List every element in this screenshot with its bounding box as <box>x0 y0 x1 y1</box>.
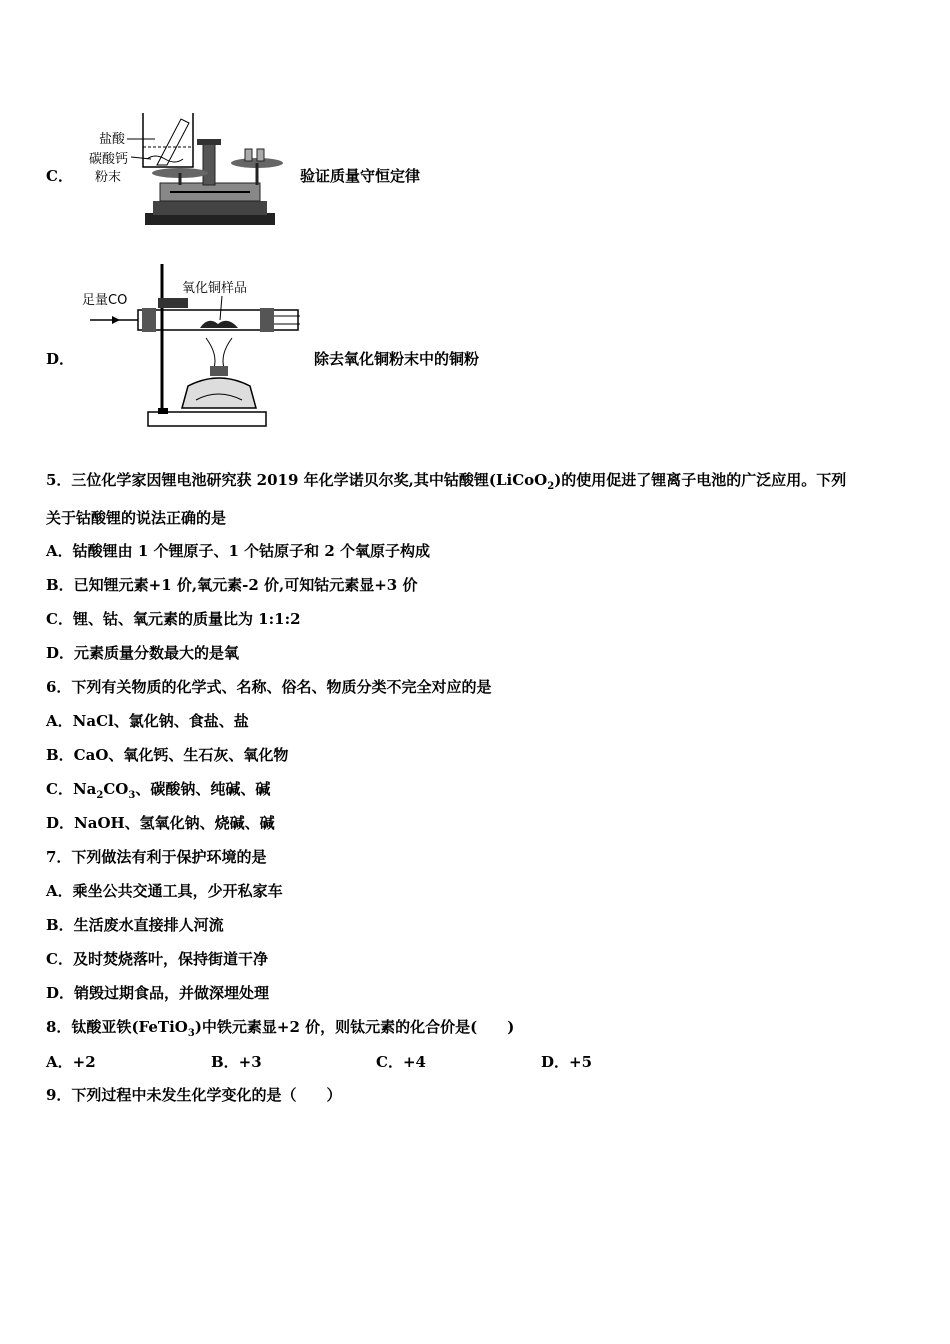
rod-foot <box>158 408 168 414</box>
q8-options-row <box>0 1051 950 1071</box>
burner-flame <box>206 338 232 368</box>
q5-option-d: D．元素质量分数最大的是氧 <box>46 644 240 662</box>
co-reduction-apparatus-figure <box>78 258 308 430</box>
q6-stem: 6．下列有关物质的化学式、名称、俗名、物质分类不完全对应的是 <box>46 678 492 696</box>
figure-c-caption: 验证质量守恒定律 <box>300 167 421 185</box>
stand-base <box>148 412 266 426</box>
q8-stem: 8．钛酸亚铁(FeTiO$_3$)中铁元素显+2 价，则钛元素的化合价是( ) <box>46 1018 515 1039</box>
label-carbonate-line2: 粉末 <box>95 170 122 185</box>
q9-stem: 9．下列过程中未发生化学变化的是（ ） <box>46 1086 342 1104</box>
balance-center-post <box>203 143 215 185</box>
copper-oxide-sample <box>200 321 238 328</box>
label-co: 足量CO <box>82 293 128 308</box>
weight-2 <box>257 149 264 161</box>
q6-option-b: B．CaO、氧化钙、生石灰、氧化物 <box>46 746 289 764</box>
co-arrow-head <box>112 316 120 324</box>
clamp <box>158 298 188 308</box>
left-stopper <box>142 308 156 332</box>
balance-body <box>153 201 267 215</box>
q7-option-c: C．及时焚烧落叶，保持街道干净 <box>46 950 268 968</box>
powder-layer <box>147 156 183 162</box>
q6-option-d: D．NaOH、氢氧化钠、烧碱、碱 <box>46 814 275 832</box>
option-d-label: D． <box>46 350 75 368</box>
q6-option-a: A．NaCl、氯化钠、食盐、盐 <box>46 712 249 730</box>
balance-post-top <box>197 139 221 145</box>
q8-option-a: A．+2 <box>46 1053 96 1071</box>
test-tube <box>157 119 189 165</box>
q7-stem: 7．下列做法有利于保护环境的是 <box>46 848 267 866</box>
q5-stem-line1: 5．三位化学家因锂电池研究获 2019 年化学诺贝尔奖,其中钴酸锂(LiCoO$_2$)的使用促进了锂离子电池的广泛应用。下列 <box>46 471 847 492</box>
alcohol-lamp <box>182 378 256 408</box>
q5-option-c: C．锂、钴、氧元素的质量比为 1:1:2 <box>46 610 301 628</box>
label-carbonate-line1: 碳酸钙 <box>89 152 129 167</box>
option-c-label: C． <box>46 167 73 185</box>
q8-option-d: D．+5 <box>541 1053 593 1071</box>
label-acid: 盐酸 <box>99 132 126 147</box>
q7-option-a: A．乘坐公共交通工具，少开私家车 <box>46 882 283 900</box>
q7-option-b: B．生活废水直接排人河流 <box>46 916 224 934</box>
q5-option-b: B．已知锂元素+1 价,氧元素-2 价,可知钴元素显+3 价 <box>46 576 418 594</box>
weight-1 <box>245 149 252 161</box>
figure-d-caption: 除去氧化铜粉末中的铜粉 <box>314 350 480 368</box>
label-sample: 氧化铜样品 <box>182 281 248 296</box>
label-leader-sample <box>220 296 222 320</box>
q6-option-c: C．$Na_2CO_3$、碳酸钠、纯碱、碱 <box>46 780 271 801</box>
q5-option-a: A．钴酸锂由 1 个锂原子、1 个钴原子和 2 个氧原子构成 <box>46 542 431 560</box>
q7-option-d: D．销毁过期食品，并做深埋处理 <box>46 984 270 1002</box>
right-stopper <box>260 308 274 332</box>
q8-option-c: C．+4 <box>376 1053 426 1071</box>
q8-option-b: B．+3 <box>211 1053 262 1071</box>
balance-apparatus-figure <box>85 105 295 230</box>
burner-neck <box>210 366 228 376</box>
q5-stem-line2: 关于钴酸锂的说法正确的是 <box>46 509 227 527</box>
